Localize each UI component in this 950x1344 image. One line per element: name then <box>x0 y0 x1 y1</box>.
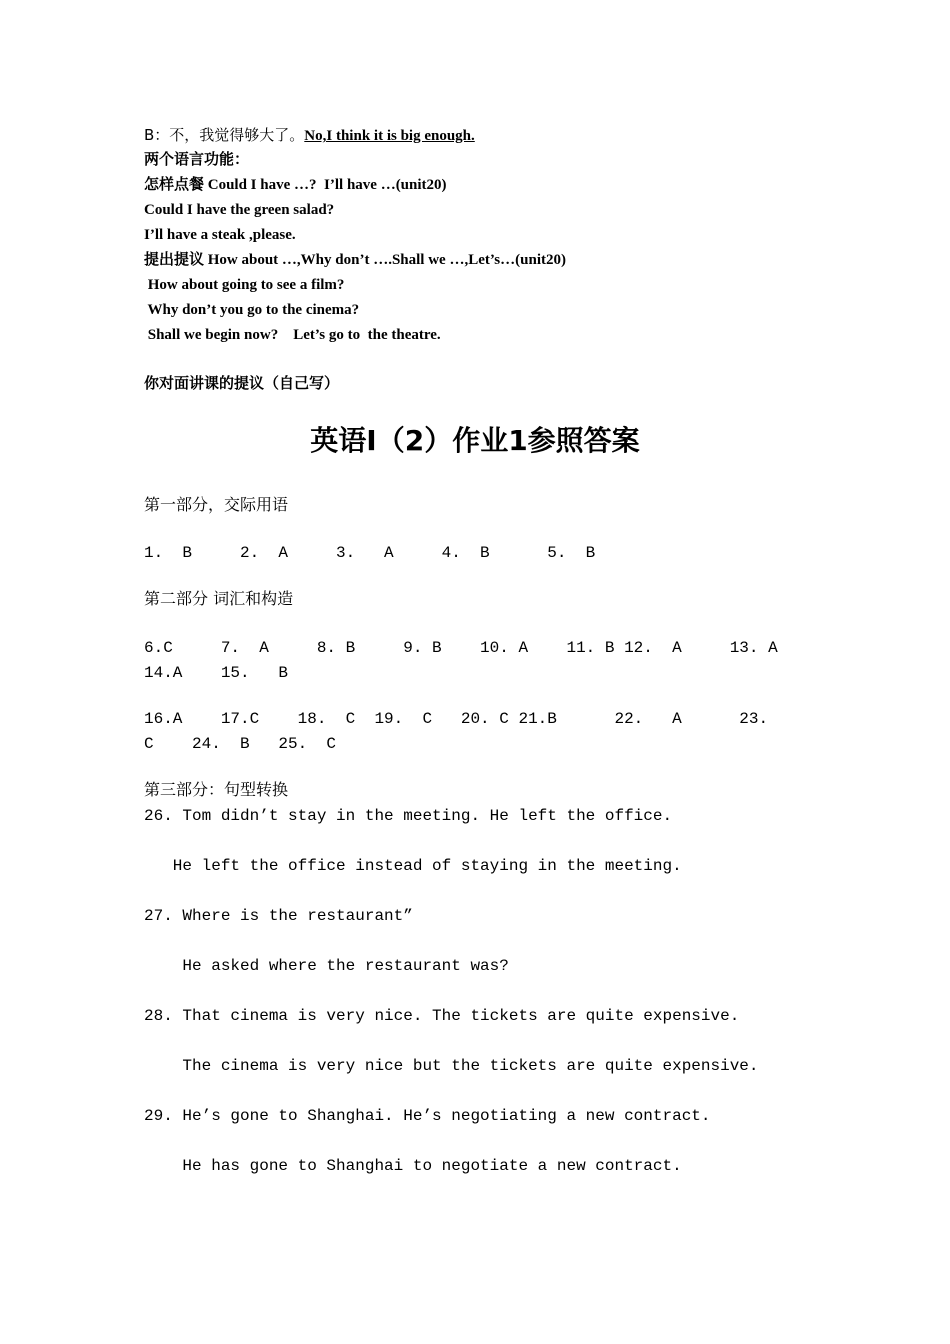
self-write-note: 你对面讲课的提议（自己写） <box>144 376 340 392</box>
ordering-food-line: 怎样点餐 Could I have …? I’ll have …(unit20) <box>144 177 447 193</box>
dialogue-english-answer: No,I think it is big enough. <box>304 128 475 144</box>
answer-28: The cinema is very nice but the tickets are quite expensive. <box>144 1057 759 1075</box>
part2-answers-row2: 14.A 15. B <box>144 664 289 682</box>
question-28: 28. That cinema is very nice. The tickets are quite expensive. <box>144 1007 740 1025</box>
example-steak: I’ll have a steak ,please. <box>144 227 296 243</box>
answer-27: He asked where the restaurant was? <box>144 957 509 975</box>
example-film: How about going to see a film? <box>144 277 345 293</box>
example-cinema: Why don’t you go to the cinema? <box>144 302 360 318</box>
part3-heading: 第三部分：句型转换 <box>144 780 289 799</box>
example-begin-theatre: Shall we begin now? Let’s go to the theatre. <box>144 327 441 343</box>
suggestions-line: 提出提议 How about …,Why don’t ….Shall we …,Let’s…(unit20) <box>144 252 566 268</box>
answer-26: He left the office instead of staying in the meeting. <box>144 857 682 875</box>
part1-heading: 第一部分，交际用语 <box>144 495 289 514</box>
part2-heading: 第二部分 词汇和构造 <box>144 589 294 608</box>
question-27: 27. Where is the restaurant” <box>144 907 413 925</box>
example-salad: Could I have the green salad? <box>144 202 335 218</box>
question-29: 29. He’s gone to Shanghai. He’s negotiating a new contract. <box>144 1107 711 1125</box>
part2-answers-row3: 16.A 17.C 18. C 19. C 20. C 21.B 22. A 23. <box>144 710 769 728</box>
language-functions-heading: 两个语言功能： <box>144 152 250 168</box>
page-title: 英语Ⅰ（2）作业1参照答案 <box>310 424 640 457</box>
part1-answers: 1. B 2. A 3. A 4. B 5. B <box>144 544 596 562</box>
answer-29: He has gone to Shanghai to negotiate a new contract. <box>144 1157 682 1175</box>
part2-answers-row1: 6.C 7. A 8. B 9. B 10. A 11. B 12. A 13. A <box>144 639 778 657</box>
question-26: 26. Tom didn’t stay in the meeting. He left the office. <box>144 807 673 825</box>
dialogue-line-b <box>144 128 475 144</box>
dialogue-chinese: B：不，我觉得够大了。 <box>144 126 305 144</box>
part2-answers-row4: C 24. B 25. C <box>144 735 337 753</box>
